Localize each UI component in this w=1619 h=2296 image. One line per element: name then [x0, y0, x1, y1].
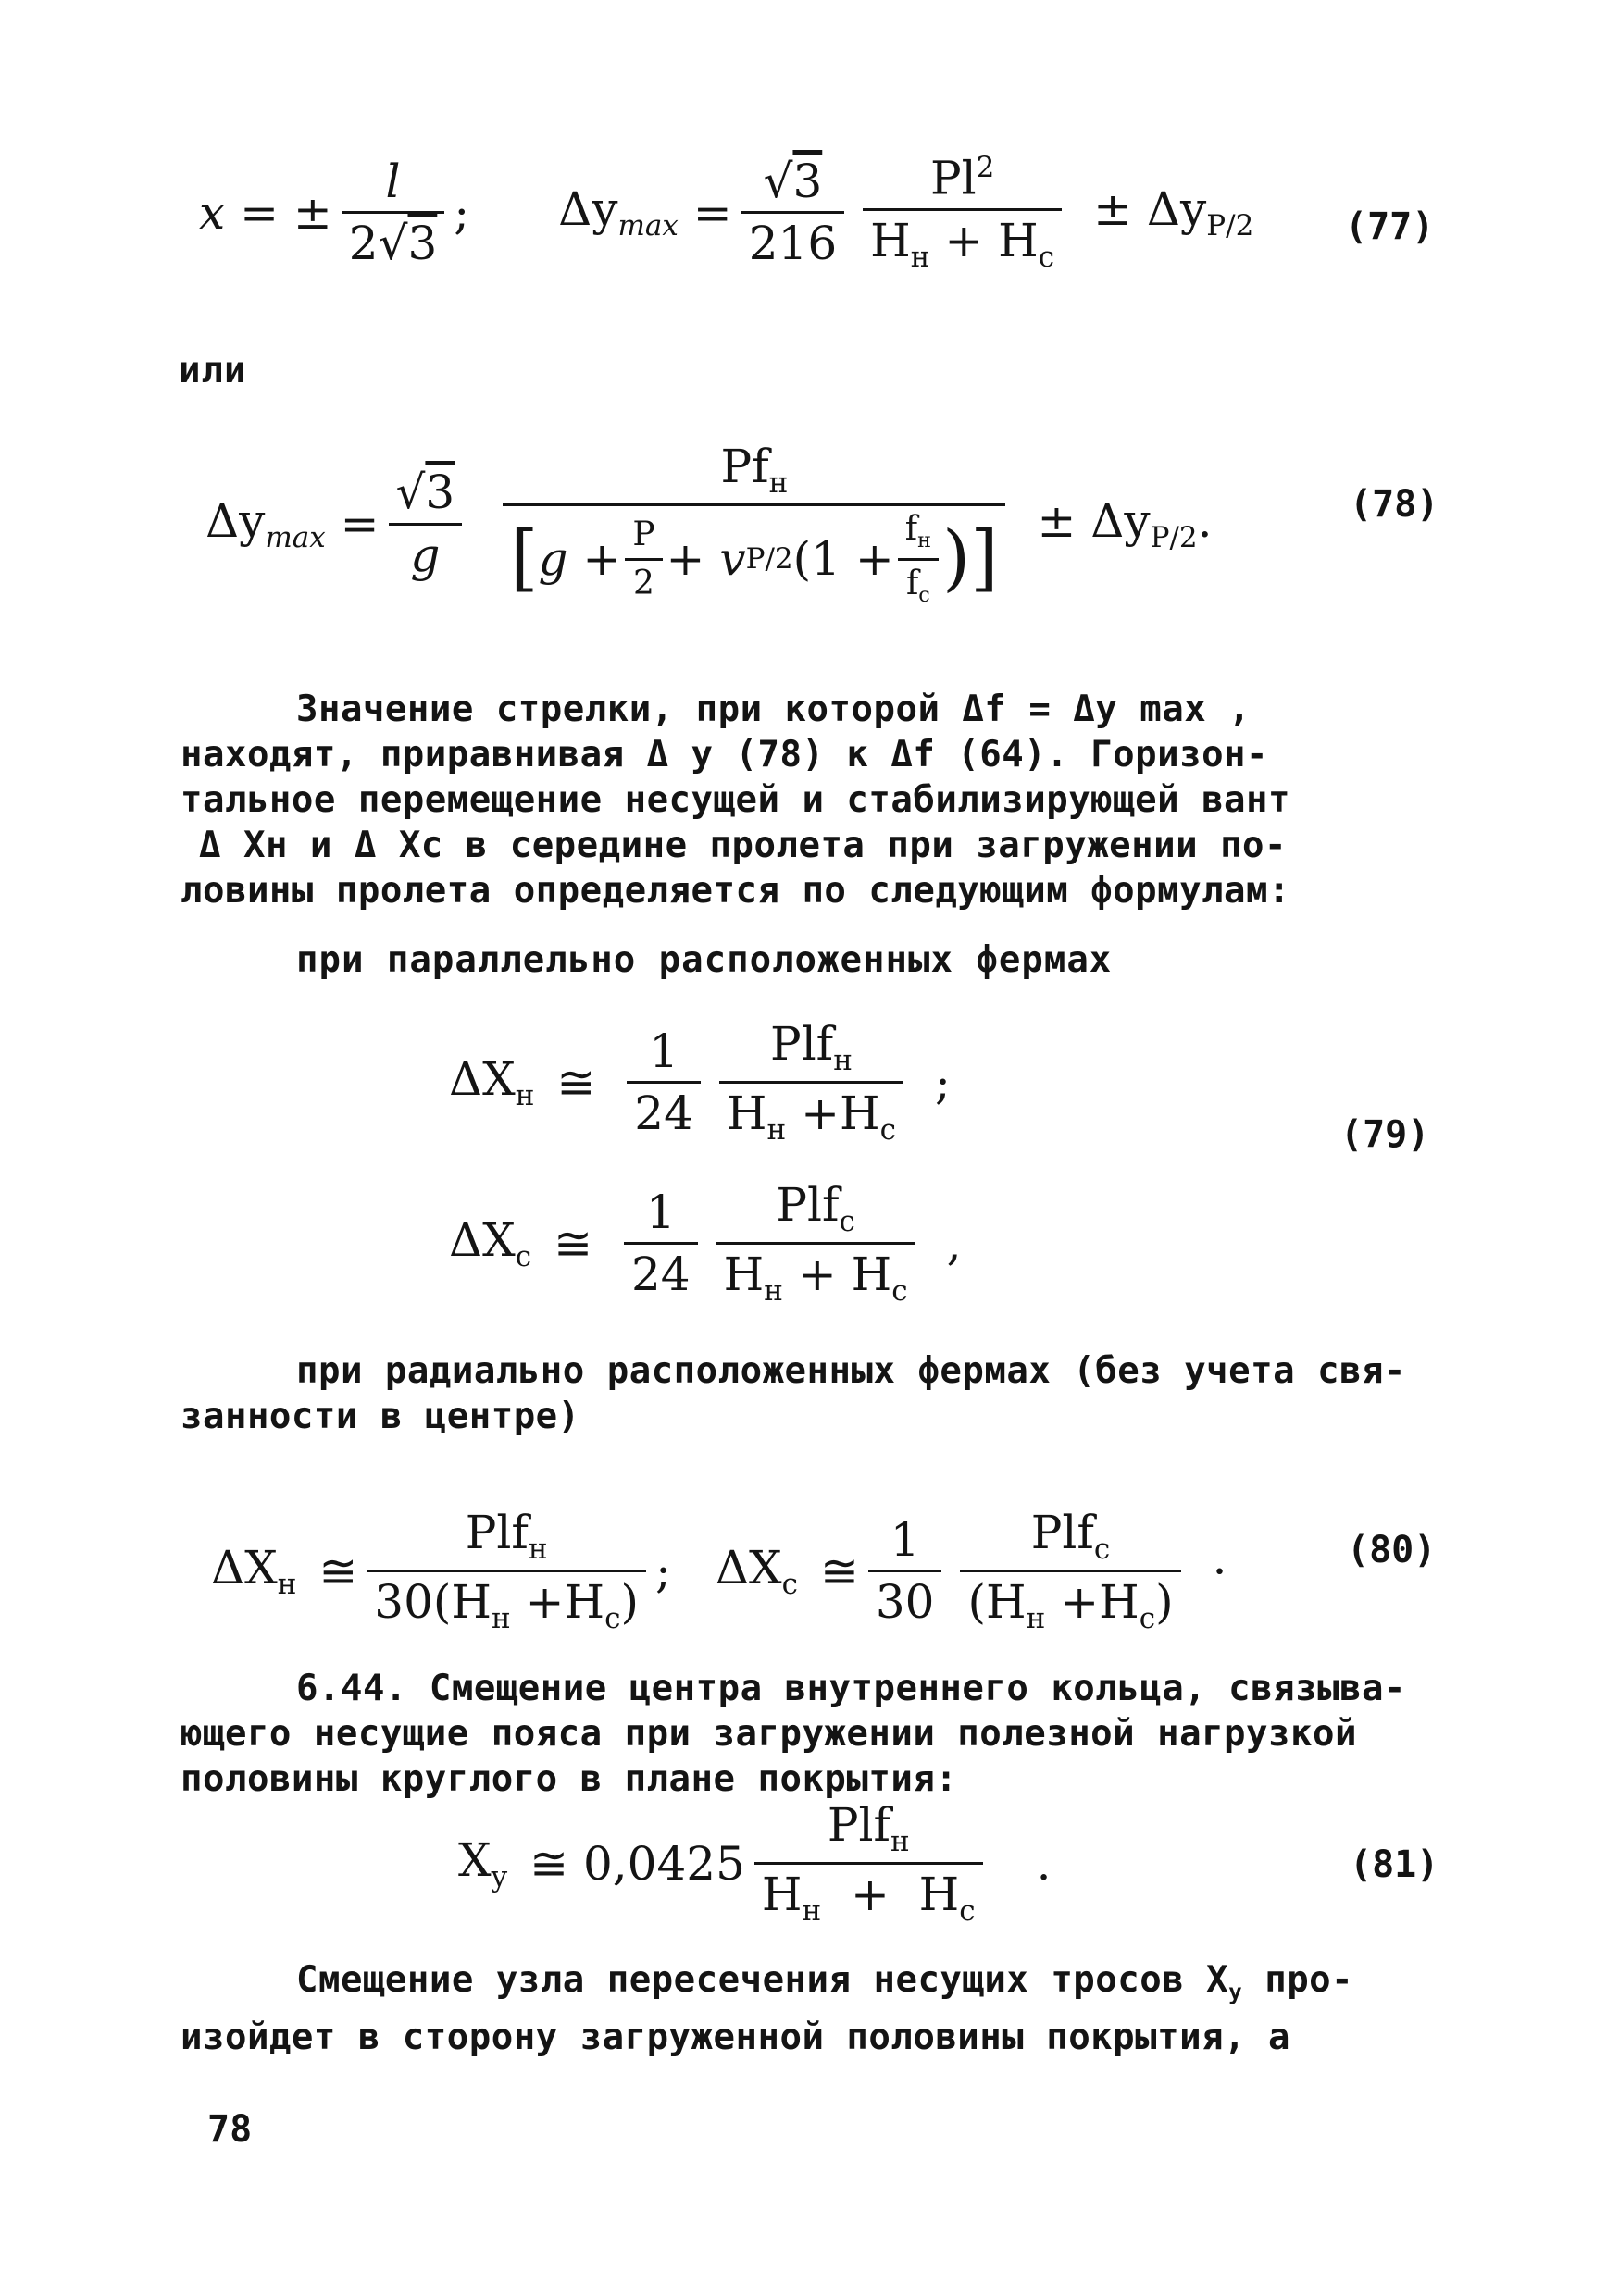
paragraph-6-44 — [181, 1666, 1439, 1802]
para1-line-3: тальное перемещение несущей и стабилизирующей вант — [181, 779, 1290, 821]
equation-81: $X_y$ ≅ 0,0425 $\frac{Plf_н}{H_н + H_c}$ . — [458, 1798, 1052, 1929]
eq81-number: (81) — [1350, 1843, 1439, 1886]
eq77-x: x — [199, 185, 226, 240]
equation-80: $\Delta X_н$ ≅ $\frac{Plf_н}{30(H_н +H_c)}$ ; $\Delta X_c$ ≅ $\frac{1}{30}$ $\frac{Plf_c}{(H_н +H_c)}$ · — [211, 1506, 1227, 1636]
radial-line-1: при радиально расположенных фермах (без учета свя- — [296, 1350, 1406, 1392]
para1-line-5: ловины пролета определяется по следующим формулам: — [181, 870, 1290, 912]
paragraph-deflection — [181, 687, 1439, 913]
equation-78: $\Delta y_{max}$ = $\frac{√3}{g}$ $Pf_н$ [ g + $\frac{P}{2}$ + v P/2 ( 1 + $\frac{f_н}{f_c}$ )] ± $\Delta y_{P/2}$. — [205, 440, 1213, 607]
eq77-pm: ± — [293, 185, 332, 240]
eq77-number: (77) — [1345, 205, 1435, 248]
final-line-1: Смещение узла пересечения несущих тросов $X_y$ про- — [296, 1959, 1354, 2005]
eq80-number: (80) — [1347, 1529, 1437, 1571]
equation-79b: $\Delta X_c$ ≅ $\frac{1}{24}$ $\frac{Plf_c}{H_н + H_c}$ , — [449, 1178, 962, 1309]
or-word: или — [179, 350, 247, 391]
final-line-2: изойдет в сторону загруженной половины покрытия, а — [181, 2017, 1290, 2059]
para1-line-4: Δ Xн и Δ Xc в середине пролета при загружении по- — [199, 825, 1288, 866]
paragraph-radial — [181, 1348, 1439, 1439]
eq81-coefficient: 0,0425 — [582, 1836, 745, 1891]
eq77-fraction-1: $\frac{l}{2√3}$ — [342, 157, 445, 268]
para1-line-1: Значение стрелки, при которой Δf = Δy max , — [296, 689, 1252, 730]
eq77-fraction-2: $\frac{√3}{216}$ — [741, 157, 844, 268]
para644-line-1: 6.44. Смещение центра внутреннего кольца, связыва- — [296, 1668, 1406, 1709]
radial-line-2: занности в центре) — [181, 1396, 580, 1437]
parallel-trusses-line: при параллельно расположенных фермах — [296, 939, 1113, 981]
paragraph-node-shift — [181, 1957, 1439, 2060]
page-number: 78 — [207, 2108, 253, 2151]
eq79-number: (79) — [1340, 1113, 1430, 1156]
eq78-number: (78) — [1350, 483, 1439, 526]
eq78-fraction-1: $\frac{√3}{g}$ — [389, 468, 463, 579]
eq78-fraction-2: $Pf_н$ [ g + $\frac{P}{2}$ + v P/2 ( 1 + $\frac{f_н}{f_c}$ )] — [503, 442, 1005, 606]
para1-line-2: находят, приравнивая Δ y (78) к Δf (64). Горизон- — [181, 734, 1269, 776]
eq77-fraction-3: $\frac{Pl^2}{H_н + H_c}$ — [863, 153, 1062, 272]
para644-line-2: ющего несущие пояса при загружении полезной нагрузкой — [181, 1713, 1357, 1755]
equation-79a: $\Delta X_н$ ≅ $\frac{1}{24}$ $\frac{Plf_н}{H_н +H_c}$ ; — [449, 1017, 951, 1148]
equation-77: x = ± $\frac{l}{2√3}$ ; $\Delta y_{max}$ = $\frac{√3}{216}$ $\frac{Pl^2}{H_н + H_c}$ ± $\Delta y_{P/2}$ — [199, 151, 1254, 274]
para644-line-3: половины круглого в плане покрытия: — [181, 1758, 958, 1800]
eq77-semicolon: ; — [454, 185, 470, 240]
